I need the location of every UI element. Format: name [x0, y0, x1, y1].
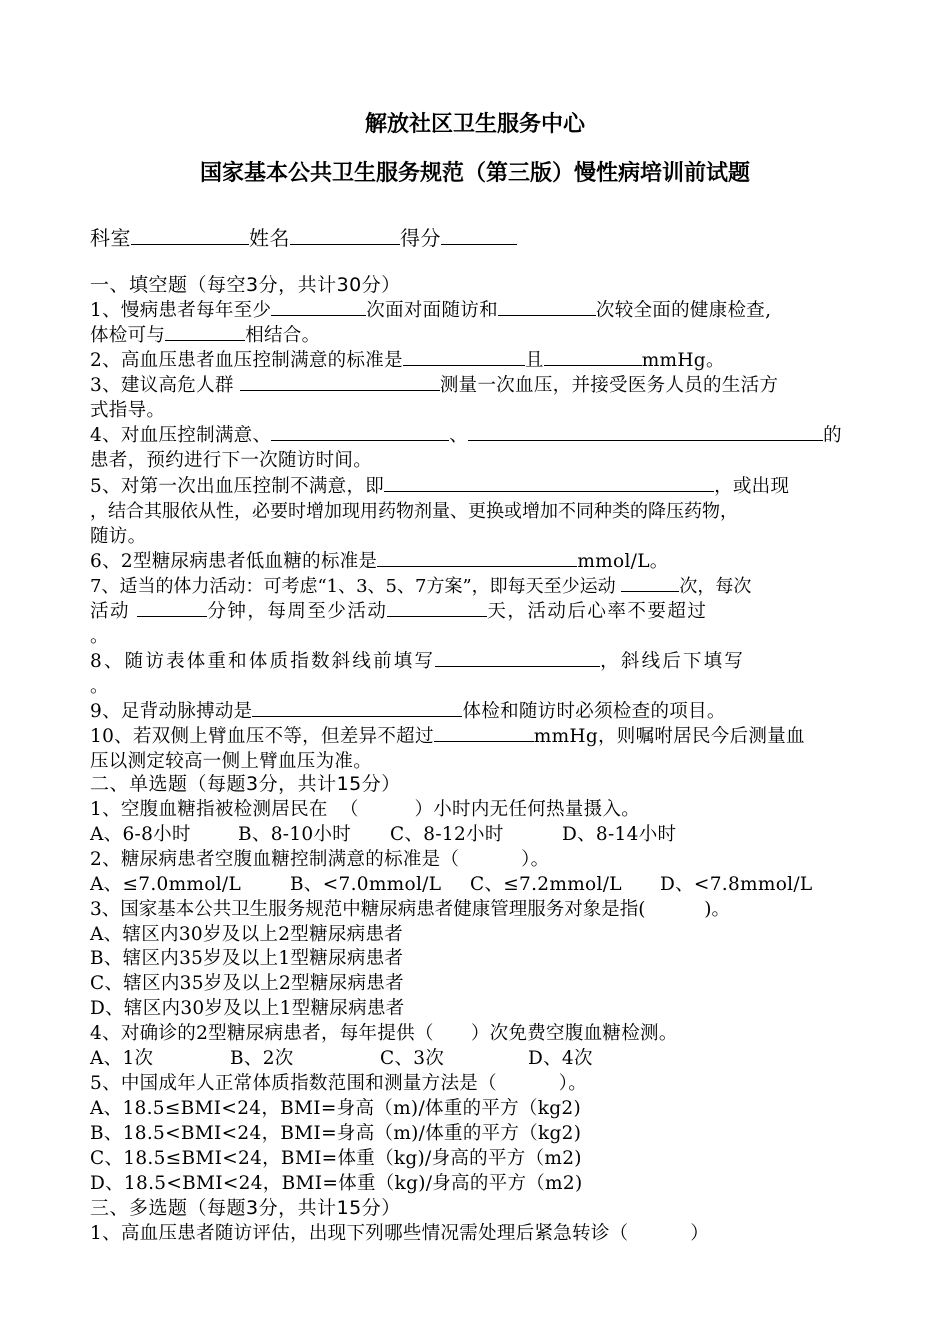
- question-2-1: 1、空腹血糖指被检测居民在 （ ）小时内无任何热量摄入。: [90, 799, 641, 820]
- answer-blank[interactable]: [468, 424, 823, 441]
- answer-blank[interactable]: [544, 349, 642, 366]
- question-3-1: 1、高血压患者随访评估，出现下列哪些情况需处理后紧急转诊（ ）: [90, 1223, 710, 1244]
- question-text: 3、建议高危人群: [90, 375, 240, 396]
- answer-blank[interactable]: [252, 700, 462, 717]
- question-text: 体检和随访时必须检查的项目。: [462, 701, 726, 722]
- question-text: 活动: [90, 601, 138, 622]
- question-text: 相结合。: [245, 325, 321, 346]
- question-text: 1、慢病患者每年至少: [90, 300, 272, 321]
- question-2-5-option-c[interactable]: C、18.5≤BMI<24，BMI=体重（kg)/身高的平方（m2): [90, 1148, 582, 1169]
- question-1-4-line-2: 患者，预约进行下一次随访时间。: [90, 450, 373, 471]
- option-b[interactable]: B、8-10小时: [238, 824, 352, 845]
- question-text: 天，活动后心率不要超过: [487, 601, 708, 622]
- question-text: mmol/L。: [577, 551, 669, 572]
- option-b[interactable]: B、<7.0mmol/L: [290, 874, 442, 895]
- question-2-3-option-d[interactable]: D、辖区内30岁及以上1型糖尿病患者: [90, 998, 405, 1019]
- name-blank[interactable]: [290, 228, 400, 245]
- question-1-4-line-1: [90, 423, 862, 448]
- question-text: mmHg。: [641, 350, 725, 371]
- question-text: 2、高血压患者血压控制满意的标准是: [90, 350, 403, 371]
- answer-blank[interactable]: [387, 600, 487, 617]
- answer-blank[interactable]: [384, 475, 714, 492]
- score-label: 得分: [400, 226, 441, 250]
- option-c[interactable]: C、≤7.2mmol/L: [470, 874, 622, 895]
- question-1-5-line-1: [90, 474, 862, 499]
- option-d[interactable]: D、4次: [528, 1048, 593, 1069]
- question-1-6: [90, 549, 862, 574]
- info-line: [90, 226, 862, 251]
- question-text: 次面对面随访和: [366, 300, 498, 321]
- answer-blank[interactable]: [403, 349, 525, 366]
- question-2-2: 2、糖尿病患者空腹血糖控制满意的标准是（ ）。: [90, 849, 550, 870]
- answer-blank[interactable]: [377, 550, 577, 567]
- answer-blank[interactable]: [240, 374, 440, 391]
- question-text: 测量一次血压，并接受医务人员的生活方: [439, 375, 779, 396]
- question-text: 体检可与: [90, 325, 166, 346]
- option-a[interactable]: A、6-8小时: [90, 824, 191, 845]
- question-text: 8、随访表体重和体质指数斜线前填写: [90, 651, 436, 672]
- question-text: 的: [823, 425, 842, 446]
- question-1-7-line-3: 。: [90, 626, 109, 647]
- question-2-3-option-c[interactable]: C、辖区内35岁及以上2型糖尿病患者: [90, 973, 404, 994]
- answer-blank[interactable]: [621, 575, 679, 592]
- question-1-7-line-2: [90, 599, 862, 624]
- question-text: 次较全面的健康检查,: [595, 300, 772, 321]
- section-2-title: 二、单选题（每题3分，共计15分）: [90, 773, 401, 795]
- question-1-10-line-2: 压以测定较高一侧上臂血压为准。: [90, 751, 373, 772]
- answer-blank[interactable]: [165, 324, 245, 341]
- question-2-5-option-d[interactable]: D、18.5<BMI<24，BMI=体重（kg)/身高的平方（m2): [90, 1173, 583, 1194]
- question-1-9: [90, 699, 862, 724]
- question-2-5-option-b[interactable]: B、18.5<BMI<24，BMI=身高（m)/体重的平方（kg2): [90, 1123, 582, 1144]
- answer-blank[interactable]: [498, 299, 596, 316]
- question-2-3-option-a[interactable]: A、辖区内30岁及以上2型糖尿病患者: [90, 924, 404, 945]
- question-text: 7、适当的体力活动：可考虑“1、3、5、7方案”，即每天至少运动: [90, 576, 622, 597]
- question-text: 次，每次: [679, 576, 752, 597]
- question-1-2: [90, 348, 862, 373]
- question-2-5: 5、中国成年人正常体质指数范围和测量方法是（ ）。: [90, 1073, 588, 1094]
- question-2-3: 3、国家基本公共卫生服务规范中糖尿病患者健康管理服务对象是指( )。: [90, 899, 731, 920]
- dept-label: 科室: [90, 226, 131, 250]
- score-blank[interactable]: [441, 228, 517, 245]
- question-text: 10、若双侧上臂血压不等，但差异不超过: [90, 726, 434, 747]
- question-2-5-option-a[interactable]: A、18.5≤BMI<24，BMI=身高（m)/体重的平方（kg2): [90, 1098, 582, 1119]
- question-1-5-line-2: ，结合其服依从性，必要时增加现用药物剂量、更换或增加不同种类的降压药物，: [90, 501, 738, 522]
- question-text: 9、足背动脉搏动是: [90, 701, 253, 722]
- question-text: 且: [524, 350, 544, 371]
- question-2-4: 4、对确诊的2型糖尿病患者，每年提供（ ）次免费空腹血糖检测。: [90, 1023, 678, 1044]
- question-2-3-option-b[interactable]: B、辖区内35岁及以上1型糖尿病患者: [90, 948, 404, 969]
- question-1-3-line-2: 式指导。: [90, 400, 166, 421]
- question-1-8-line-1: [90, 649, 862, 674]
- answer-blank[interactable]: [435, 650, 600, 667]
- option-a[interactable]: A、≤7.0mmol/L: [90, 874, 242, 895]
- option-c[interactable]: C、3次: [380, 1048, 445, 1069]
- option-b[interactable]: B、2次: [230, 1048, 294, 1069]
- question-text: 、: [449, 425, 469, 446]
- option-d[interactable]: D、8-14小时: [562, 824, 677, 845]
- question-text: 分钟，每周至少活动: [207, 601, 388, 622]
- exam-title: 国家基本公共卫生服务规范（第三版）慢性病培训前试题: [199, 161, 750, 186]
- question-1-1-line-1: [90, 298, 862, 323]
- question-text: ，斜线后下填写: [600, 651, 746, 672]
- organization-title: 解放社区卫生服务中心: [364, 112, 585, 137]
- section-1-title: 一、填空题（每空3分，共计30分）: [90, 274, 401, 296]
- question-1-8-line-2: 。: [90, 676, 109, 697]
- option-c[interactable]: C、8-12小时: [390, 824, 504, 845]
- answer-blank[interactable]: [271, 424, 449, 441]
- question-1-7-line-1: [90, 574, 862, 599]
- dept-blank[interactable]: [131, 228, 249, 245]
- question-text: 5、对第一次出血压控制不满意，即: [90, 476, 385, 497]
- question-1-10-line-1: [90, 724, 862, 749]
- answer-blank[interactable]: [271, 299, 366, 316]
- question-text: 6、2型糖尿病患者低血糖的标准是: [90, 551, 378, 572]
- name-label: 姓名: [249, 226, 290, 250]
- option-d[interactable]: D、<7.8mmol/L: [660, 874, 813, 895]
- question-text: mmHg，则嘱咐居民今后测量血: [533, 726, 805, 747]
- answer-blank[interactable]: [137, 600, 207, 617]
- question-text: 4、对血压控制满意、: [90, 425, 272, 446]
- question-1-1-line-2: [90, 323, 862, 348]
- question-text: ，或出现: [714, 476, 790, 497]
- option-a[interactable]: A、1次: [90, 1048, 154, 1069]
- answer-blank[interactable]: [434, 725, 534, 742]
- question-1-3-line-1: [90, 373, 862, 398]
- question-1-5-line-3: 随访。: [90, 526, 147, 547]
- section-3-title: 三、多选题（每题3分，共计15分）: [90, 1197, 401, 1219]
